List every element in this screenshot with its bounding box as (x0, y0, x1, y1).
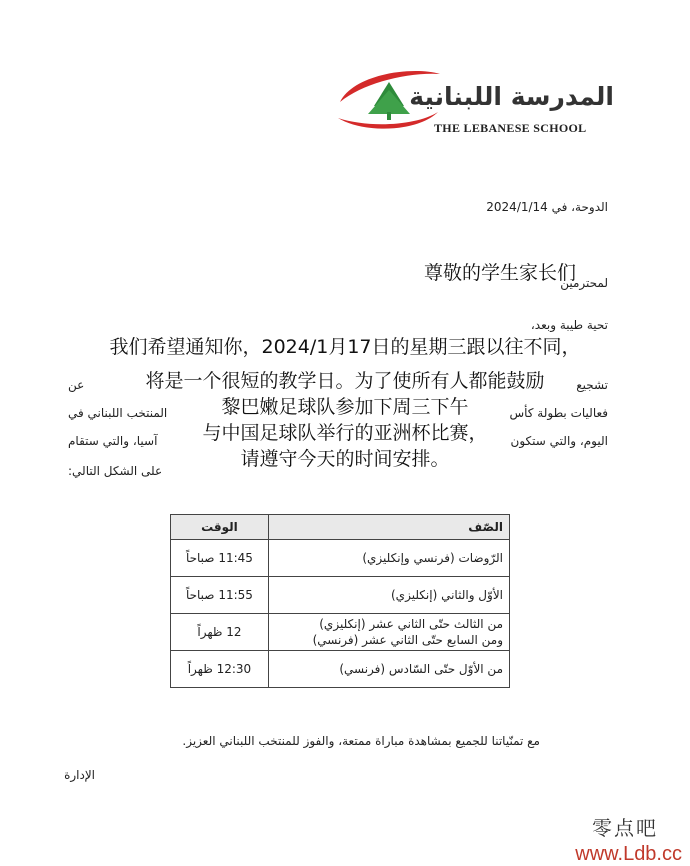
time-column-header: الوقت (171, 515, 269, 540)
table-row (171, 614, 510, 651)
watermark (575, 812, 682, 866)
translation-line: 黎巴嫩足球队参加下周三下午 (0, 392, 690, 419)
body-fragment-left: المنتخب اللبناني في (68, 406, 168, 420)
body-fragment-right: فعاليات بطولة كأس (509, 406, 608, 420)
watermark-url: www.Ldb.cc (575, 843, 682, 865)
body-fragment-left: آسيا، والتي ستقام (68, 434, 158, 448)
translation-line: 我们希望通知你，2024/1月17日的星期三跟以往不同， (0, 332, 690, 359)
school-name-arabic: المدرسة اللبنانية (409, 82, 614, 111)
time-cell: 11:45 صباحاً (171, 540, 269, 577)
closing-remarks: مع تمنّياتنا للجميع بمشاهدة مباراة ممتعة، والفوز للمنتخب اللبناني العزيز. (182, 734, 540, 748)
translation-line: 将是一个很短的教学日。为了使所有人都能鼓励 (0, 366, 690, 393)
body-fragment-left: على الشكل التالي: (68, 464, 163, 478)
class-cell: الرّوضات (فرنسي وإنكليزي) (268, 540, 509, 577)
table-row (171, 651, 510, 688)
table-header-row (171, 515, 510, 540)
signature-administration: الإدارة (64, 768, 95, 782)
time-cell: 12 ظهراً (171, 614, 269, 651)
time-cell: 12:30 ظهراً (171, 651, 269, 688)
body-fragment-right: اليوم، والتي ستكون (510, 434, 608, 448)
table-row (171, 577, 510, 614)
letter-date: الدوحة، في 2024/1/14 (486, 200, 608, 214)
school-name-english: THE LEBANESE SCHOOL (434, 121, 587, 135)
translation-title: 尊敬的学生家长们 (424, 262, 577, 284)
translation-line: 与中国足球队举行的亚洲杯比赛， (0, 418, 690, 445)
table-row (171, 540, 510, 577)
dismissal-schedule-table (170, 514, 510, 688)
class-cell: من الثالث حتّى الثاني عشر (إنكليزي) ومن السابع حتّى الثاني عشر (فرنسي) (268, 614, 509, 651)
watermark-site-name: 零点吧 (592, 818, 658, 840)
school-logo (334, 60, 624, 140)
body-fragment-right: تشجيع (576, 378, 608, 392)
body-fragment-left: عن (68, 378, 85, 392)
class-column-header: الصّف (268, 515, 509, 540)
translation-line: 请遵守今天的时间安排。 (0, 444, 690, 471)
time-cell: 11:55 صباحاً (171, 577, 269, 614)
class-cell: من الأوّل حتّى السّادس (فرنسي) (268, 651, 509, 688)
salutation-arabic: لمحترمين (560, 276, 608, 290)
class-cell: الأوّل والثاني (إنكليزي) (268, 577, 509, 614)
greeting: تحية طيبة وبعد، (530, 318, 608, 332)
